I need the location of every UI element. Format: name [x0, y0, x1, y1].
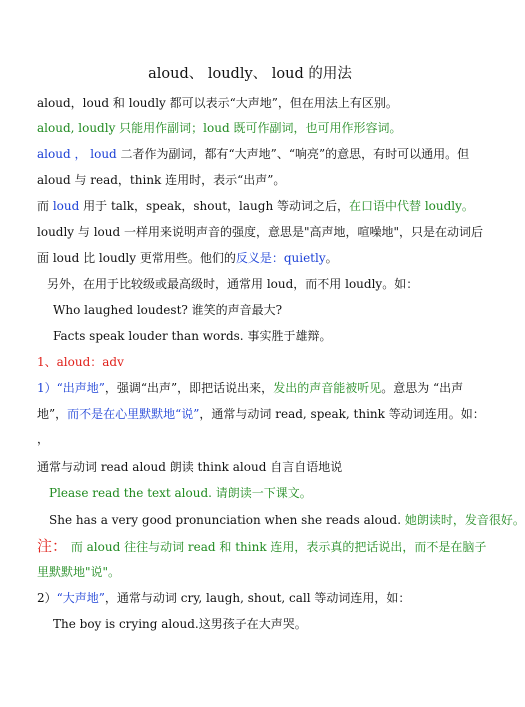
example-line: Who laughed loudest? 谁笑的声音最大?	[53, 303, 283, 317]
paragraph-line	[37, 407, 485, 421]
paragraph-line: ，	[37, 432, 50, 446]
text-run: 而	[37, 199, 53, 213]
text-run: 用于 talk，speak，shout，laugh 等动词之后，	[79, 199, 350, 213]
note-line	[37, 537, 487, 555]
highlight-text: 反义是：quietly	[235, 251, 326, 265]
text-run: ，通常与动词 cry, laugh, shout, call 等动词连用，如：	[104, 591, 411, 605]
paragraph-line	[37, 147, 470, 161]
text-run: 。	[325, 251, 338, 265]
example-line: The boy is crying aloud.这男孩子在大声哭。	[53, 617, 307, 631]
paragraph-line	[37, 251, 470, 265]
paragraph-line: loudly 与 loud 一样用来说明声音的强度，意思是"高声地，喧噪地"，只是在动词后	[37, 225, 484, 239]
paragraph-line	[37, 591, 470, 605]
highlight-text: 在口语中代替 loudly。	[349, 199, 474, 213]
paragraph-line: 另外，在用于比较级或最高级时，通常用 loud，而不用 loudly。如：	[47, 277, 419, 291]
highlight-text: 她朗读时，发音很好。	[404, 513, 525, 527]
highlight-text: 而不是在心里默默地“说”	[67, 407, 200, 421]
example-line: Facts speak louder than words. 事实胜于雄辩。	[53, 329, 332, 343]
highlight-text: 1）“出声地”	[37, 381, 105, 395]
text-run: 地”，	[37, 407, 68, 421]
highlight-text: loud	[52, 199, 80, 213]
text-run: ，通常与动词 read, speak, think 等动词连用。如：	[199, 407, 485, 421]
paragraph-line: aloud 与 read，think 连用时，表示“出声”。	[37, 173, 286, 187]
section-heading: 1、aloud：adv	[37, 355, 124, 369]
page-title: aloud、 loudly、 loud 的用法	[148, 66, 352, 82]
paragraph-line	[37, 199, 474, 213]
paragraph-line	[37, 381, 470, 395]
text-run: 2）	[37, 591, 57, 605]
highlight-text: 而 aloud 往往与动词 read 和 think 连用，表示真的把话说出，而不是在脑子	[67, 540, 487, 554]
paragraph-line: aloud，loud 和 loudly 都可以表示“大声地”，但在用法上有区别。	[37, 96, 398, 110]
highlight-text: aloud ， loud	[37, 147, 117, 161]
text-run: 面 loud 比 loudly 更常用些。他们的	[37, 251, 236, 265]
highlight-text: 发出的声音能被听见	[273, 381, 382, 395]
text-run: ，强调“出声”，即把话说出来，	[104, 381, 274, 395]
text-run: 。意思为 “出声	[381, 381, 464, 395]
text-run: 二者作为副词，都有“大声地”、“响亮”的意思，有时可以通用。但	[116, 147, 470, 161]
example-line	[49, 513, 525, 527]
paragraph-line: 通常与动词 read aloud 朗读 think aloud 自言自语地说	[37, 460, 343, 474]
paragraph-line: aloud, loudly 只能用作副词；loud 既可作副词，也可用作形容词。	[37, 121, 402, 135]
note-line: 里默默地"说"。	[37, 565, 121, 579]
text-run: She has a very good pronunciation when she reads aloud.	[49, 513, 405, 527]
note-label: 注：	[37, 537, 68, 555]
example-line: Please read the text aloud. 请朗读一下课文。	[49, 486, 312, 500]
highlight-text: “大声地”	[56, 591, 105, 605]
